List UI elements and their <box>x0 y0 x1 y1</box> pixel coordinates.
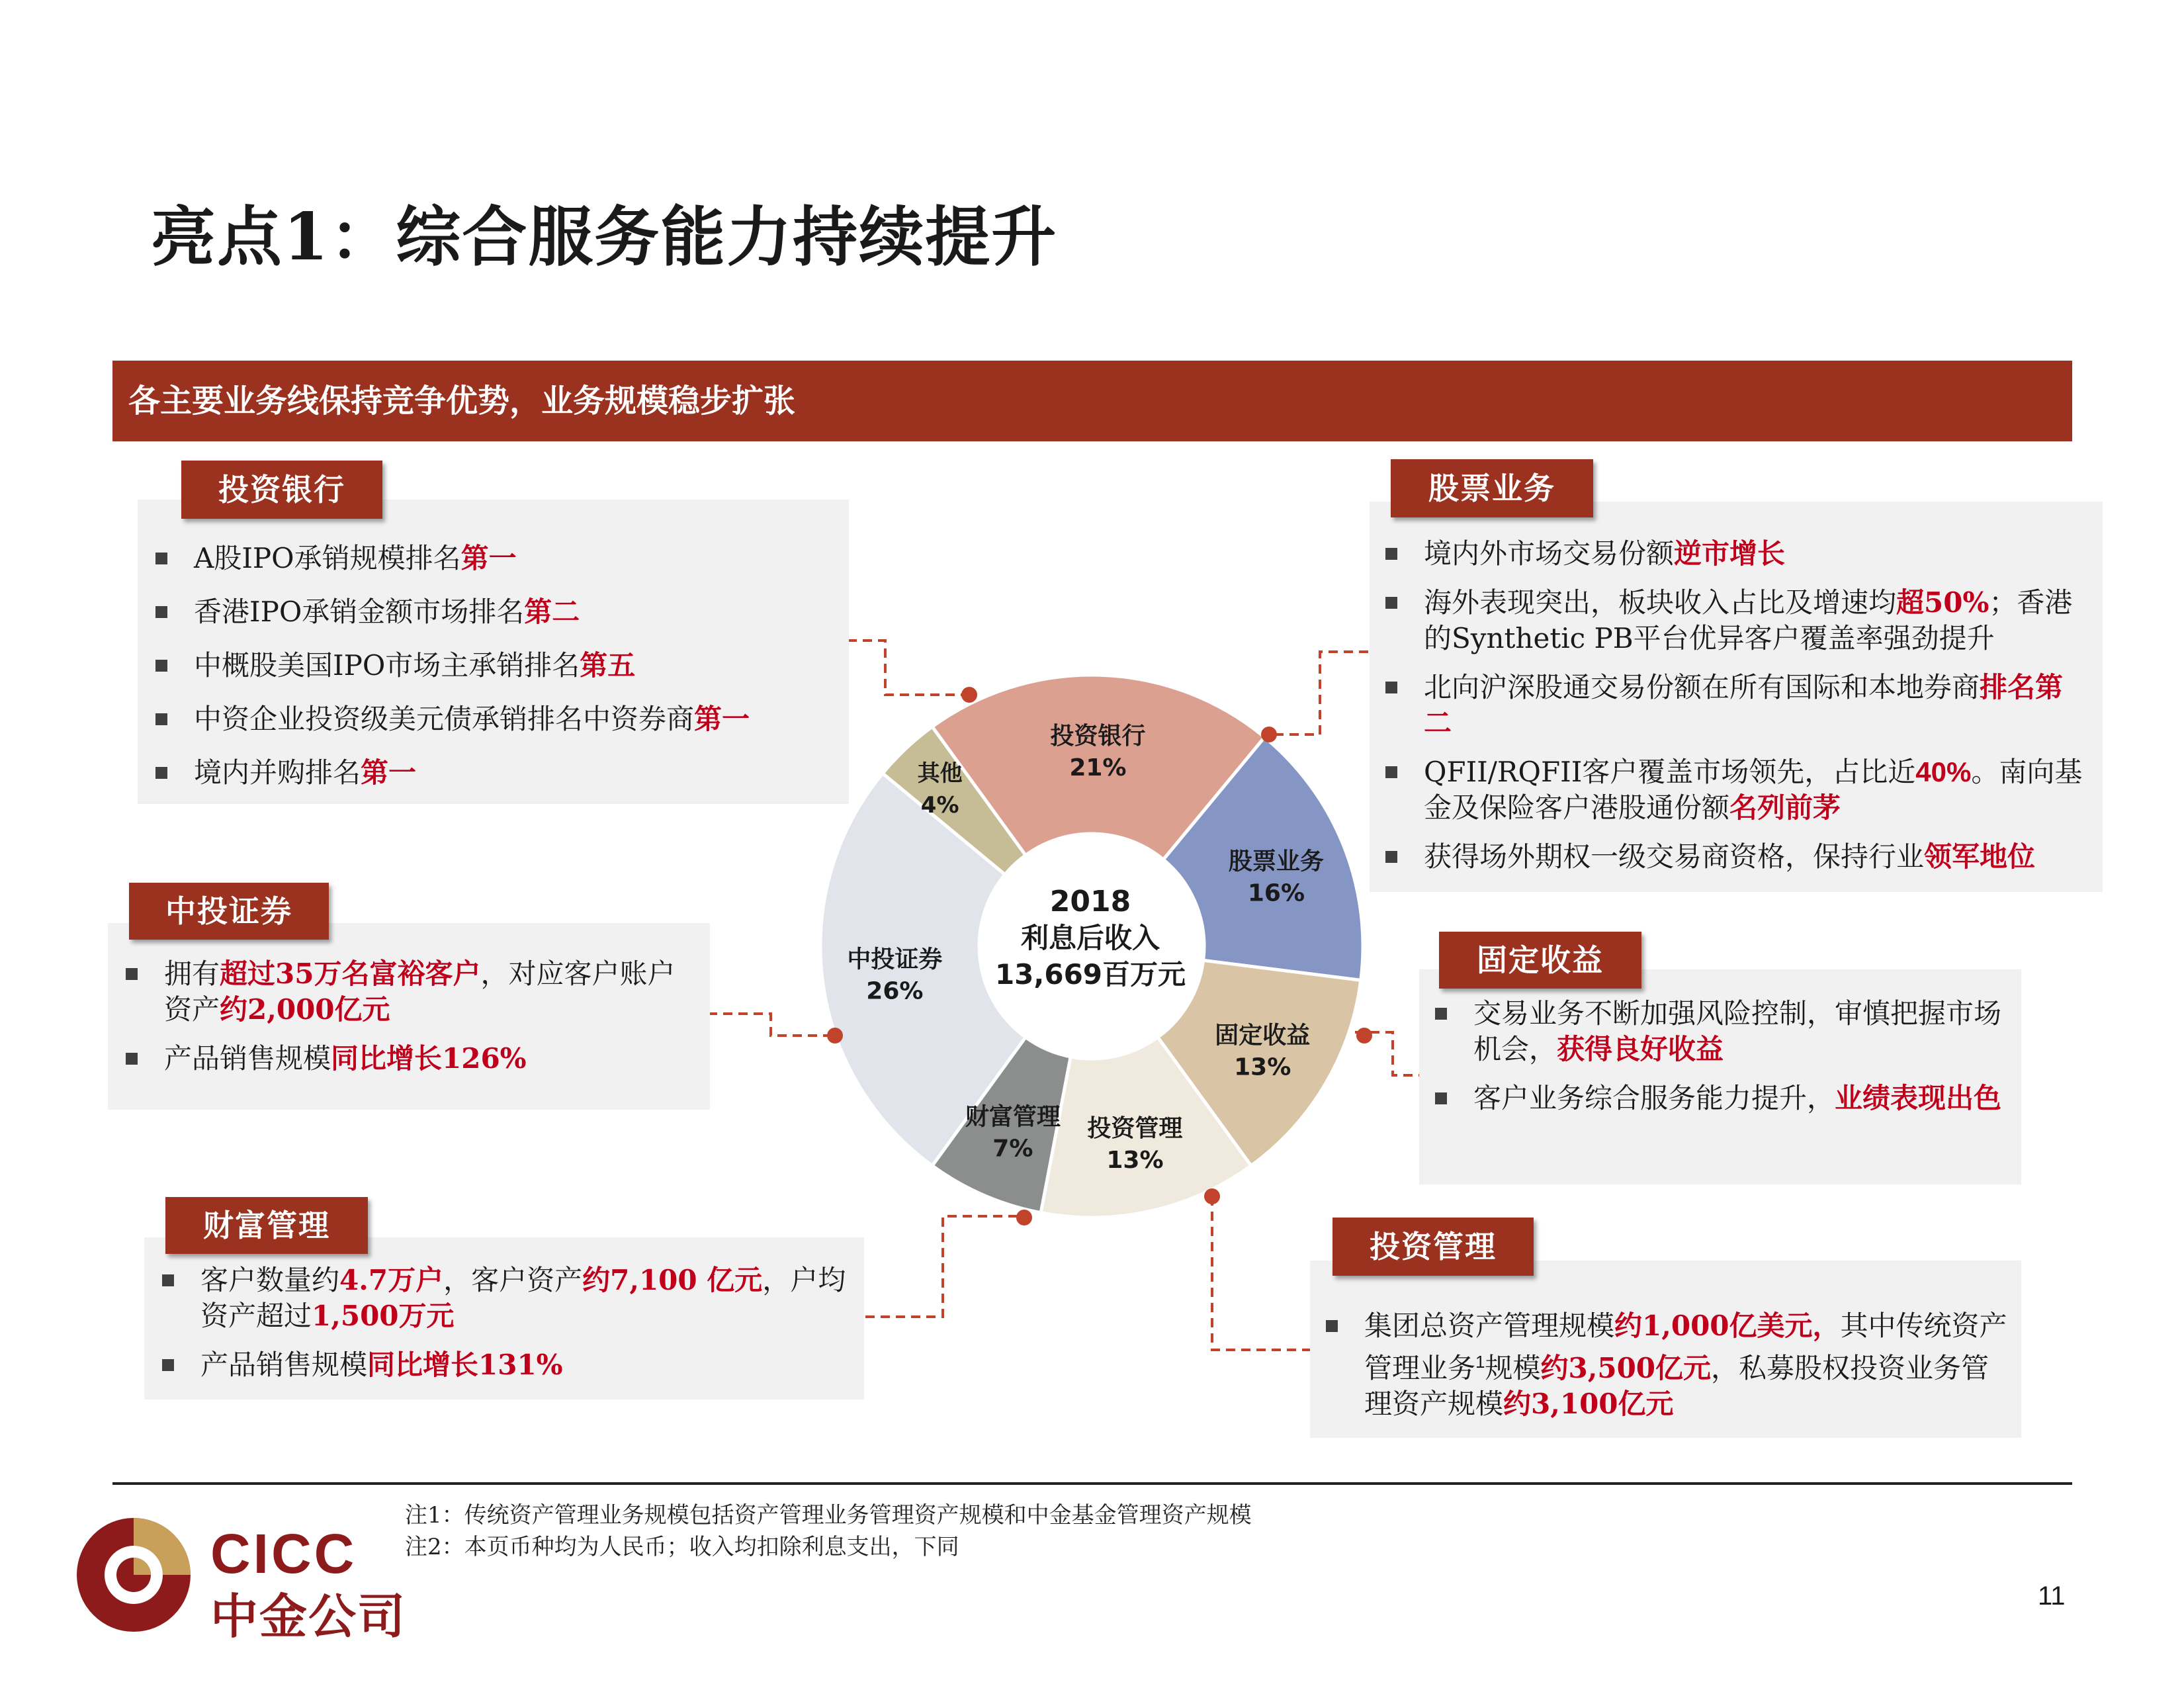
ib-item <box>194 701 836 737</box>
highlight-text: 1,500万元 <box>312 1300 455 1332</box>
page-title: 亮点1：综合服务能力持续提升 <box>151 199 1058 275</box>
footnote-2: 注2：本页币种均为人民币；收入均扣除利息支出，下同 <box>405 1534 959 1560</box>
highlight-text: 第二 <box>524 596 580 628</box>
section-banner: 各主要业务线保持竞争优势，业务规模稳步扩张 <box>112 361 2072 441</box>
panel-wealth-management <box>144 1237 864 1399</box>
item-text: 获得场外期权一级交易商资格，保持行业 <box>1424 840 1925 873</box>
tab-fixed-income: 固定收益 <box>1439 932 1641 989</box>
item-text: A股IPO承销规模排名 <box>194 542 461 574</box>
tab-wealth-management: 财富管理 <box>165 1197 368 1254</box>
slice-percent-label: 26% <box>866 977 924 1005</box>
slice-name-label: 投资管理 <box>1087 1114 1183 1142</box>
bullet-icon <box>155 660 167 672</box>
center-revenue: 13,669百万元 <box>994 958 1186 991</box>
item-text: 客户业务综合服务能力提升， <box>1473 1082 1835 1114</box>
item-text: 产品销售规模 <box>164 1042 331 1075</box>
connector-anchor-dot <box>1204 1188 1220 1204</box>
fi-item <box>1473 996 2003 1067</box>
item-text: 。南向基金及保险客户港股通份额 <box>1424 756 2083 824</box>
highlight-text: 40% <box>1915 756 1972 787</box>
highlight-text: 超50% <box>1896 586 1989 619</box>
slice-name-label: 投资银行 <box>1050 723 1146 750</box>
slice-percent-label: 7% <box>992 1135 1033 1163</box>
connector-anchor-dot <box>827 1028 843 1044</box>
item-text: 客户数量约 <box>200 1264 340 1296</box>
bullet-icon <box>1385 597 1397 609</box>
highlight-text: 第一 <box>361 756 417 789</box>
revenue-donut-chart <box>794 648 1389 1244</box>
panel-equities <box>1370 502 2103 892</box>
item-text: 其中传统资产管理业务 <box>1364 1310 2007 1384</box>
highlight-text: 超过35万名富裕客户 <box>220 957 481 990</box>
tab-china-investment-securities: 中投证券 <box>129 883 329 940</box>
highlight-text: 领军地位 <box>1924 840 2036 873</box>
ib-item <box>194 594 836 630</box>
item-text: QFII/RQFII客户覆盖市场领先，占比近 <box>1424 756 1916 788</box>
bullet-icon <box>162 1274 174 1286</box>
fi-items <box>1473 996 2003 1130</box>
highlight-text: 同比增长126% <box>331 1042 527 1075</box>
bullet-icon <box>1385 548 1397 560</box>
wm-item <box>200 1347 849 1383</box>
ib-item <box>194 648 836 684</box>
item-text: 中概股美国IPO市场主承销排名 <box>194 649 580 682</box>
highlight-text: 获得良好收益 <box>1557 1033 1724 1065</box>
item-text: ；香港的Synthetic PB平台优异客户覆盖率强劲提升 <box>1424 586 2073 654</box>
footnote-1: 注1：传统资产管理业务规模包括资产管理业务管理资产规模和中金基金管理资产规模 <box>405 1502 1252 1529</box>
bullet-icon <box>126 968 138 980</box>
center-year: 2018 <box>1049 885 1131 918</box>
highlight-text: 同比增长131% <box>367 1349 563 1381</box>
slice-percent-label: 16% <box>1247 879 1305 907</box>
highlight-text: 约3,100亿元 <box>1503 1388 1674 1420</box>
highlight-text: 第一 <box>694 703 750 735</box>
im-item <box>1364 1308 2009 1422</box>
item-text: 香港IPO承销金额市场排名 <box>194 596 525 628</box>
item-text: 集团总资产管理规模 <box>1364 1310 1615 1342</box>
item-text: ，私募股权投资业务管理资产规模 <box>1364 1352 1989 1420</box>
slice-name-label: 股票业务 <box>1228 848 1324 875</box>
panel-investment-management <box>1310 1261 2021 1438</box>
item-text: 交易业务不断加强风险控制，审慎把握市场机会， <box>1473 997 2002 1065</box>
bullet-icon <box>155 553 167 564</box>
highlight-text: 名列前茅 <box>1729 791 1841 824</box>
bullet-icon <box>155 606 167 618</box>
highlight-text: 逆市增长 <box>1674 537 1786 570</box>
item-text: 拥有 <box>164 957 220 990</box>
panel-china-investment-securities <box>108 923 710 1110</box>
bullet-icon <box>155 713 167 725</box>
item-text: 海外表现突出，板块收入占比及增速均 <box>1424 586 1897 619</box>
ib-item <box>194 541 836 576</box>
logo-text-cn: 中金公司 <box>210 1589 407 1644</box>
eq-item <box>1424 670 2089 741</box>
zt-item <box>164 1041 687 1077</box>
eq-item <box>1424 754 2089 826</box>
zt-items <box>164 956 687 1090</box>
highlight-text: 约2,000亿元 <box>220 993 390 1026</box>
highlight-text: 约3,500亿元 <box>1540 1352 1712 1384</box>
page-number: 11 <box>2038 1581 2066 1611</box>
item-text: 中资企业投资级美元债承销排名中资券商 <box>194 703 695 735</box>
highlight-text: 约1,000亿美元， <box>1614 1310 1841 1342</box>
eq-item <box>1424 839 2089 875</box>
tab-investment-management: 投资管理 <box>1332 1218 1534 1276</box>
highlight-text: 业绩表现出色 <box>1835 1082 2002 1114</box>
bullet-icon <box>1326 1320 1338 1332</box>
item-text: 规模 <box>1485 1352 1541 1384</box>
slice-name-label: 中投证券 <box>847 946 943 973</box>
ib-item <box>194 755 836 791</box>
slice-percent-label: 13% <box>1106 1146 1164 1174</box>
wm-items <box>200 1263 849 1396</box>
bullet-icon <box>126 1053 138 1065</box>
bullet-icon <box>1435 1092 1447 1104</box>
slice-percent-label: 4% <box>920 791 959 819</box>
tab-equities: 股票业务 <box>1391 459 1593 517</box>
center-caption: 利息后收入 <box>1020 922 1160 954</box>
highlight-text: 排名第二 <box>1424 671 2064 739</box>
slice-name-label: 固定收益 <box>1215 1022 1311 1049</box>
highlight-text: 第一 <box>460 542 517 574</box>
connector-anchor-dot <box>961 687 977 703</box>
connector-anchor-dot <box>1261 727 1277 742</box>
logo-text-en: CICC <box>210 1523 357 1585</box>
slice-percent-label: 13% <box>1234 1053 1291 1081</box>
footer-rule <box>112 1482 2072 1485</box>
bullet-icon <box>1435 1008 1447 1020</box>
cicc-logo-icon <box>74 1515 193 1634</box>
item-text: ，户均资产超过 <box>200 1264 846 1332</box>
connector-anchor-dot <box>1016 1210 1032 1225</box>
item-text: 北向沪深股通交易份额在所有国际和本地券商 <box>1424 671 1980 703</box>
connector-anchor-dot <box>1356 1028 1372 1044</box>
highlight-text: 4.7万户 <box>339 1264 444 1296</box>
panel-fixed-income <box>1419 969 2021 1184</box>
tab-investment-banking: 投资银行 <box>181 461 382 519</box>
eq-item <box>1424 536 2089 572</box>
panel-investment-banking <box>138 500 849 804</box>
highlight-text: 第五 <box>580 649 636 682</box>
item-text: 产品销售规模 <box>200 1349 368 1381</box>
item-text: 1 <box>1475 1352 1485 1372</box>
highlight-text: 约7,100 亿元 <box>582 1264 763 1296</box>
bullet-icon <box>162 1359 174 1371</box>
im-items <box>1364 1308 2009 1422</box>
wm-item <box>200 1263 849 1334</box>
item-text: 境内并购排名 <box>194 756 361 789</box>
fi-item <box>1473 1081 2003 1116</box>
zt-item <box>164 956 687 1028</box>
item-text: 境内外市场交易份额 <box>1424 537 1675 570</box>
slice-name-label: 其他 <box>917 760 963 787</box>
slice-name-label: 财富管理 <box>965 1103 1061 1131</box>
item-text: ，对应客户账户资产 <box>164 957 676 1026</box>
bullet-icon <box>155 767 167 779</box>
eq-items <box>1424 536 2089 888</box>
ib-items <box>194 541 836 809</box>
slice-percent-label: 21% <box>1069 754 1127 782</box>
item-text: ，客户资产 <box>443 1264 583 1296</box>
eq-item <box>1424 585 2089 656</box>
